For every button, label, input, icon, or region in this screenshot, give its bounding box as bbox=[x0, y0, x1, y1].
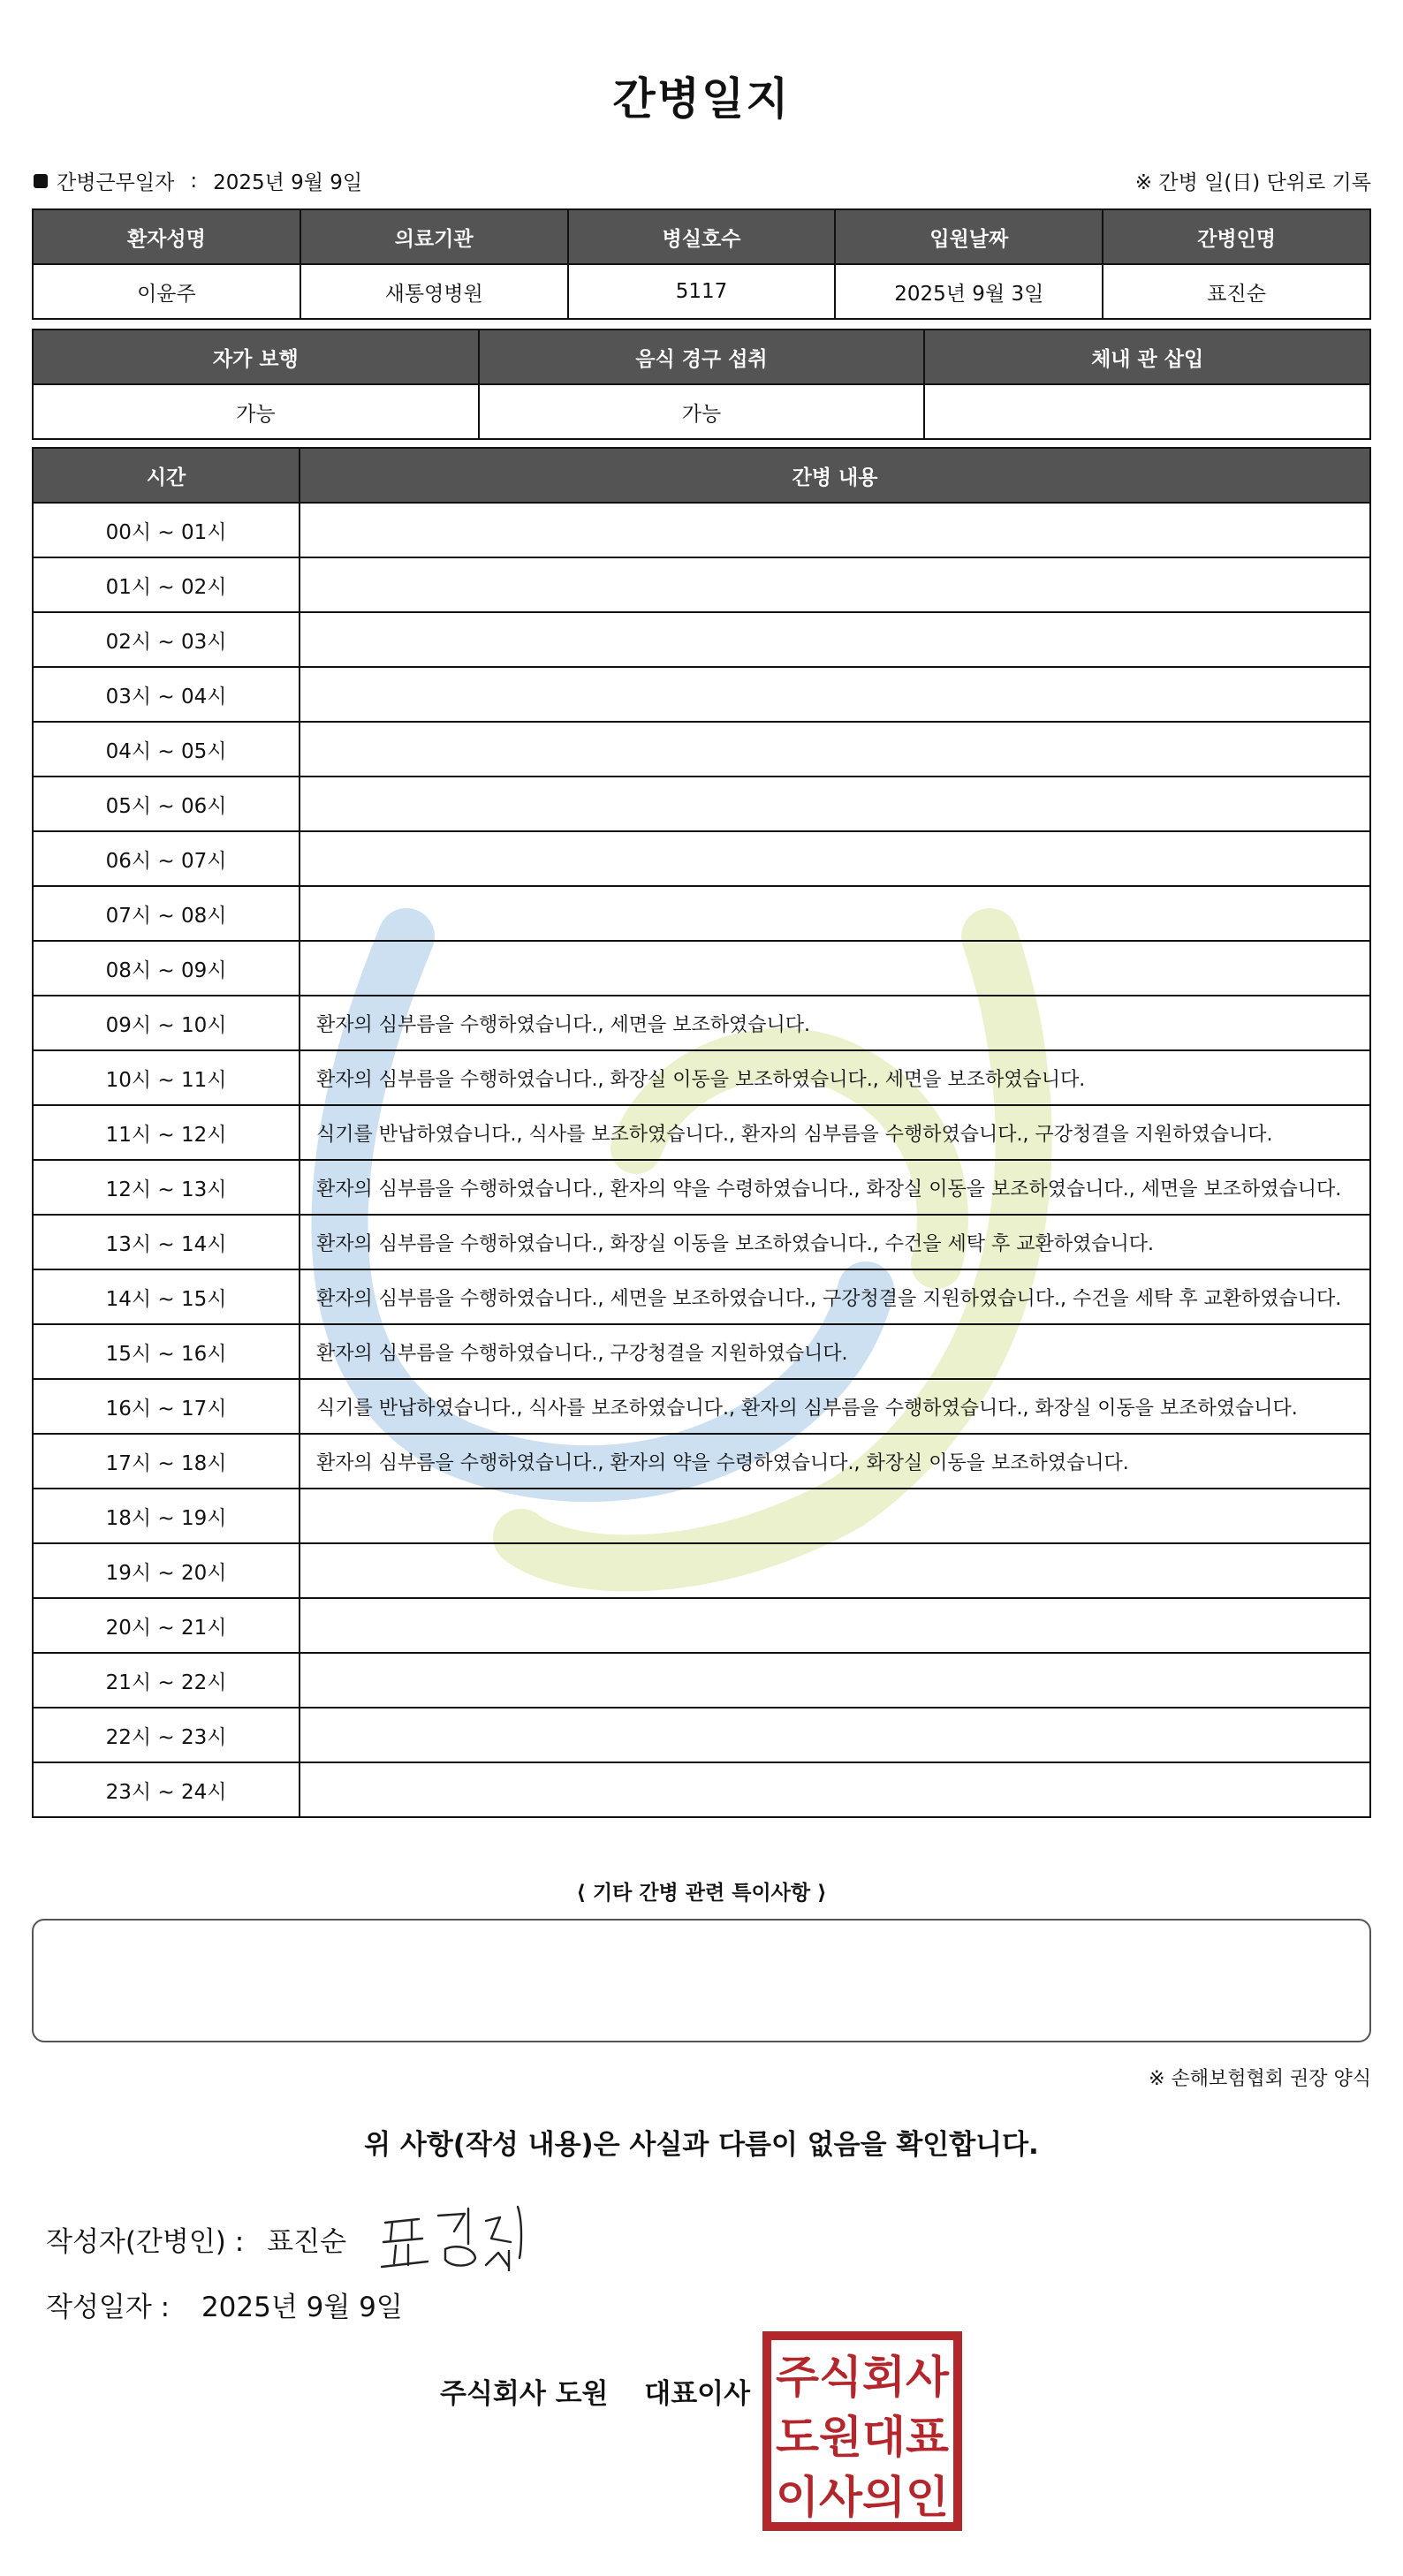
care-content-cell bbox=[300, 1653, 1370, 1708]
care-content-cell bbox=[300, 612, 1370, 667]
care-content-cell: 식기를 반납하였습니다., 식사를 보조하였습니다., 환자의 심부름을 수행하였습니다., 구강청결을 지원하였습니다. bbox=[300, 1105, 1370, 1160]
care-content-cell bbox=[300, 1708, 1370, 1762]
writer-label: 작성자(간병인) : bbox=[46, 2226, 245, 2258]
care-log-body bbox=[33, 503, 1370, 1817]
written-date-label: 작성일자 : bbox=[46, 2292, 171, 2323]
hospital-value: 새통영병원 bbox=[300, 264, 568, 319]
table-row bbox=[33, 1762, 1370, 1817]
care-content-cell: 환자의 심부름을 수행하였습니다., 구강청결을 지원하였습니다. bbox=[300, 1324, 1370, 1379]
table-row bbox=[33, 722, 1370, 777]
header-oral-intake: 음식 경구 섭취 bbox=[479, 330, 925, 384]
care-content-cell bbox=[300, 1543, 1370, 1598]
time-cell: 15시 ~ 16시 bbox=[33, 1324, 300, 1379]
notes-title: ⟨ 기타 간병 관련 특이사항 ⟩ bbox=[576, 1882, 827, 1905]
time-cell: 20시 ~ 21시 bbox=[33, 1598, 300, 1653]
table-row bbox=[33, 1434, 1370, 1489]
care-content-cell bbox=[300, 557, 1370, 612]
seal-line-1: 주식회사 bbox=[776, 2352, 950, 2403]
table-row bbox=[33, 503, 1370, 557]
time-cell: 14시 ~ 15시 bbox=[33, 1269, 300, 1324]
room-number-value: 5117 bbox=[568, 264, 836, 319]
header-hospital: 의료기관 bbox=[300, 209, 568, 264]
table-row bbox=[33, 1489, 1370, 1543]
time-cell: 01시 ~ 02시 bbox=[33, 557, 300, 612]
caregiver-name-value: 표진순 bbox=[1103, 264, 1370, 319]
company-seal bbox=[762, 2330, 963, 2532]
care-content-cell bbox=[300, 831, 1370, 886]
care-content-cell bbox=[300, 503, 1370, 557]
patient-info-value-row bbox=[33, 264, 1370, 319]
ability-header-row bbox=[33, 330, 1370, 384]
form-footnote: ※ 손해보험협회 권장 양식 bbox=[1149, 2068, 1371, 2090]
notes-box bbox=[32, 1919, 1371, 2042]
care-content-cell bbox=[300, 777, 1370, 831]
work-date-colon: : bbox=[190, 169, 198, 193]
patient-name-value: 이윤주 bbox=[33, 264, 300, 319]
document-title: 간병일지 bbox=[612, 73, 791, 125]
care-content-cell: 환자의 심부름을 수행하였습니다., 세면을 보조하였습니다. bbox=[300, 996, 1370, 1050]
time-cell: 11시 ~ 12시 bbox=[33, 1105, 300, 1160]
table-row bbox=[33, 996, 1370, 1050]
table-row bbox=[33, 1324, 1370, 1379]
work-date-line bbox=[34, 166, 362, 195]
header-tube-insertion: 체내 관 삽입 bbox=[924, 330, 1370, 384]
handwritten-signature bbox=[376, 2196, 535, 2276]
time-cell: 08시 ~ 09시 bbox=[33, 941, 300, 996]
bullet-icon bbox=[34, 174, 48, 188]
care-content-cell: 환자의 심부름을 수행하였습니다., 환자의 약을 수령하였습니다., 화장실 이동을 보조하였습니다., 세면을 보조하였습니다. bbox=[300, 1160, 1370, 1215]
time-cell: 23시 ~ 24시 bbox=[33, 1762, 300, 1817]
header-caregiver-name: 간병인명 bbox=[1103, 209, 1370, 264]
table-row bbox=[33, 777, 1370, 831]
care-content-cell bbox=[300, 667, 1370, 722]
header-patient-name: 환자성명 bbox=[33, 209, 300, 264]
time-cell: 03시 ~ 04시 bbox=[33, 667, 300, 722]
care-content-cell: 환자의 심부름을 수행하였습니다., 환자의 약을 수령하였습니다., 화장실 이동을 보조하였습니다. bbox=[300, 1434, 1370, 1489]
writer-name: 표진순 bbox=[267, 2226, 347, 2258]
care-content-cell bbox=[300, 1489, 1370, 1543]
work-date-label: 간병근무일자 bbox=[57, 171, 175, 194]
oral-intake-value: 가능 bbox=[479, 384, 925, 439]
table-row bbox=[33, 612, 1370, 667]
tube-insertion-value bbox=[924, 384, 1370, 439]
time-cell: 22시 ~ 23시 bbox=[33, 1708, 300, 1762]
care-content-cell: 식기를 반납하였습니다., 식사를 보조하였습니다., 환자의 심부름을 수행하였습니다., 화장실 이동을 보조하였습니다. bbox=[300, 1379, 1370, 1434]
time-cell: 13시 ~ 14시 bbox=[33, 1215, 300, 1269]
table-row bbox=[33, 831, 1370, 886]
time-cell: 12시 ~ 13시 bbox=[33, 1160, 300, 1215]
table-row bbox=[33, 1653, 1370, 1708]
header-room-number: 병실호수 bbox=[568, 209, 836, 264]
patient-info-table bbox=[32, 208, 1371, 320]
time-cell: 00시 ~ 01시 bbox=[33, 503, 300, 557]
header-time: 시간 bbox=[33, 448, 300, 503]
header-admission-date: 입원날짜 bbox=[835, 209, 1103, 264]
time-cell: 10시 ~ 11시 bbox=[33, 1050, 300, 1105]
admission-date-value: 2025년 9월 3일 bbox=[835, 264, 1103, 319]
written-date-line bbox=[46, 2284, 403, 2324]
confirmation-statement: 위 사항(작성 내용)은 사실과 다름이 없음을 확인합니다. bbox=[364, 2129, 1039, 2161]
company-line bbox=[440, 2371, 750, 2411]
time-cell: 07시 ~ 08시 bbox=[33, 886, 300, 941]
ability-value-row bbox=[33, 384, 1370, 439]
table-row bbox=[33, 1160, 1370, 1215]
time-cell: 21시 ~ 22시 bbox=[33, 1653, 300, 1708]
care-content-cell bbox=[300, 941, 1370, 996]
unit-note: ※ 간병 일(日) 단위로 기록 bbox=[1134, 171, 1371, 194]
seal-line-3: 이사의인 bbox=[776, 2472, 949, 2523]
ceo-title: 대표이사 bbox=[644, 2378, 751, 2410]
care-content-cell: 환자의 심부름을 수행하였습니다., 화장실 이동을 보조하였습니다., 세면을 보조하였습니다. bbox=[300, 1050, 1370, 1105]
table-row bbox=[33, 557, 1370, 612]
writer-line bbox=[46, 2219, 346, 2259]
care-content-cell bbox=[300, 1762, 1370, 1817]
table-row bbox=[33, 1215, 1370, 1269]
table-row bbox=[33, 1543, 1370, 1598]
written-date-value: 2025년 9월 9일 bbox=[201, 2292, 403, 2323]
care-content-cell bbox=[300, 886, 1370, 941]
time-cell: 05시 ~ 06시 bbox=[33, 777, 300, 831]
time-cell: 06시 ~ 07시 bbox=[33, 831, 300, 886]
time-cell: 16시 ~ 17시 bbox=[33, 1379, 300, 1434]
care-log-header-row bbox=[33, 448, 1370, 503]
seal-line-2: 도원대표 bbox=[776, 2412, 950, 2463]
care-content-cell: 환자의 심부름을 수행하였습니다., 화장실 이동을 보조하였습니다., 수건을 세탁 후 교환하였습니다. bbox=[300, 1215, 1370, 1269]
table-row bbox=[33, 1598, 1370, 1653]
time-cell: 09시 ~ 10시 bbox=[33, 996, 300, 1050]
table-row bbox=[33, 886, 1370, 941]
time-cell: 02시 ~ 03시 bbox=[33, 612, 300, 667]
care-content-cell: 환자의 심부름을 수행하였습니다., 세면을 보조하였습니다., 구강청결을 지원하였습니다., 수건을 세탁 후 교환하였습니다. bbox=[300, 1269, 1370, 1324]
table-row bbox=[33, 941, 1370, 996]
table-row bbox=[33, 1379, 1370, 1434]
header-care-content: 간병 내용 bbox=[300, 448, 1370, 503]
time-cell: 04시 ~ 05시 bbox=[33, 722, 300, 777]
care-log-table bbox=[32, 447, 1371, 1818]
time-cell: 18시 ~ 19시 bbox=[33, 1489, 300, 1543]
patient-info-header-row bbox=[33, 209, 1370, 264]
table-row bbox=[33, 667, 1370, 722]
time-cell: 19시 ~ 20시 bbox=[33, 1543, 300, 1598]
table-row bbox=[33, 1708, 1370, 1762]
patient-ability-table bbox=[32, 329, 1371, 440]
self-walking-value: 가능 bbox=[33, 384, 479, 439]
time-cell: 17시 ~ 18시 bbox=[33, 1434, 300, 1489]
care-content-cell bbox=[300, 722, 1370, 777]
header-self-walking: 자가 보행 bbox=[33, 330, 479, 384]
work-date-value: 2025년 9월 9일 bbox=[213, 171, 363, 194]
table-row bbox=[33, 1050, 1370, 1105]
table-row bbox=[33, 1105, 1370, 1160]
care-content-cell bbox=[300, 1598, 1370, 1653]
table-row bbox=[33, 1269, 1370, 1324]
company-name: 주식회사 도원 bbox=[440, 2378, 609, 2410]
